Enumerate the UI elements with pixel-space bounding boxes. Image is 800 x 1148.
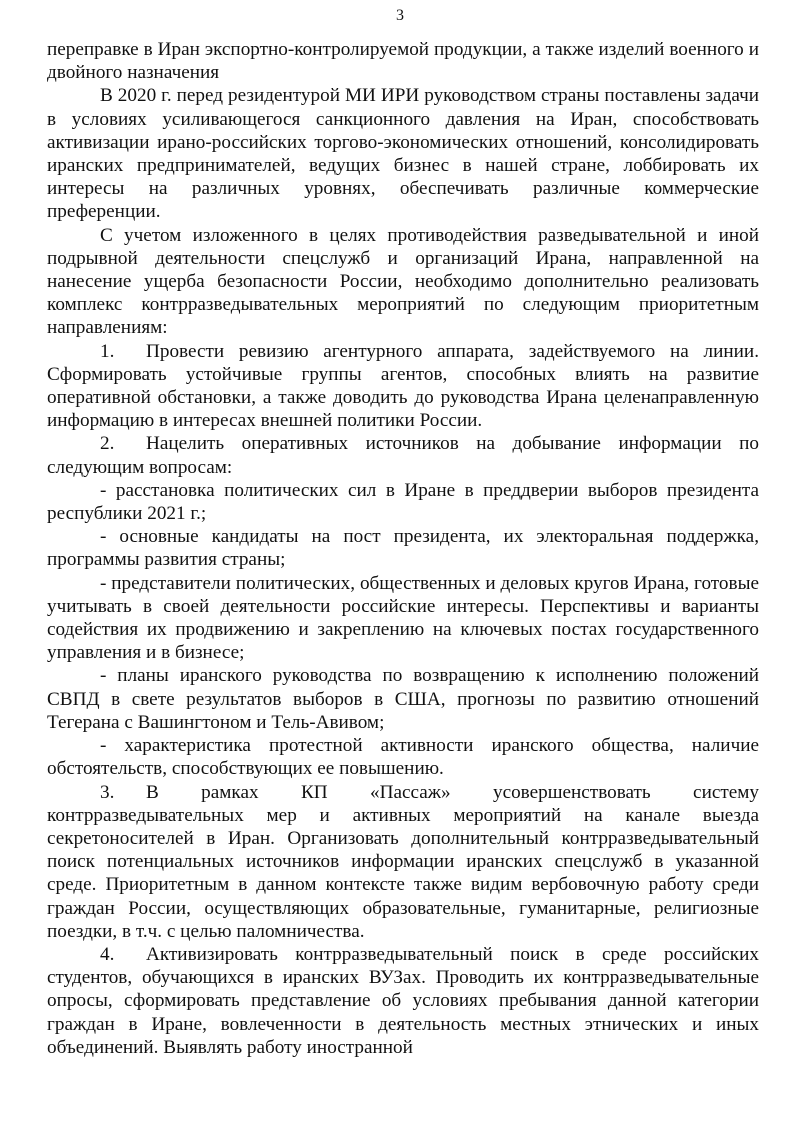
paragraph-tasks-2020: В 2020 г. перед резидентурой МИ ИРИ руководством страны поставлены задачи в условиях усиливающегося санкционного давления на Иран, способствовать активизации ирано-российских торгово-экономических отношений, консолидировать иранских предпринимателей, ведущих бизнес в нашей стране, лоббировать их интересы на различных уровнях, обеспечивать различные коммерческие преференции.	[47, 85, 759, 223]
list-item-text: Нацелить оперативных источников на добывание информации по следующим вопросам:	[47, 433, 759, 478]
bullet-item: - представители политических, общественных и деловых кругов Ирана, готовые учитывать в своей деятельности российские интересы. Перспективы и варианты содействия их продвижению и закреплению на ключевых постах государственного управления и в бизнесе;	[47, 572, 759, 664]
list-item-number: 1.	[100, 340, 115, 362]
bullet-item: - характеристика протестной активности иранского общества, наличие обстоятельств, способствующих ее повышению.	[47, 735, 759, 780]
list-item-1	[47, 340, 759, 433]
list-item-number: 4.	[100, 943, 115, 965]
list-item-text: Провести ревизию агентурного аппарата, задействуемого на линии. Сформировать устойчивые группы агентов, способных влиять на развитие оперативной обстановки, а также доводить до руководства Ирана целенаправленную информацию в интересах внешней политики России.	[47, 340, 759, 432]
list-item-2	[47, 432, 759, 478]
list-item-4	[47, 943, 759, 1059]
list-item-number: 2.	[100, 433, 115, 455]
list-item-text: В рамках КП «Пассаж» усовершенствовать систему контрразведывательных мер и активных мероприятий на канале выезда секретоносителей в Иран. Организовать дополнительный контрразведывательный поиск потенциальных источников информации иранских спецслужб в указанной среде. Приоритетным в данном контексте также видим вербовочную работу среди граждан России, осуществляющих образовательные, гуманитарные, религиозные поездки, в т.ч. с целью паломничества.	[47, 781, 759, 942]
page-number: 3	[396, 7, 404, 24]
list-item-3	[47, 781, 759, 943]
bullet-item: - основные кандидаты на пост президента, их электоральная поддержка, программы развития страны;	[47, 526, 759, 571]
list-item-text: Активизировать контрразведывательный поиск в среде российских студентов, обучающихся в иранских ВУЗах. Проводить их контрразведывательные опросы, сформировать представление об условиях пребывания данной категории граждан в Иране, вовлеченности в деятельность местных этнических и иных объединений. Выявлять работу иностранной	[47, 943, 759, 1058]
bullet-item: - планы иранского руководства по возвращению к исполнению положений СВПД в свете результатов выборов в США, прогнозы по развитию отношений Тегерана с Вашингтоном и Тель-Авивом;	[47, 665, 759, 733]
paragraph-continuation: переправке в Иран экспортно-контролируемой продукции, а также изделий военного и двойного назначения	[47, 39, 759, 84]
list-item-number: 3.	[100, 781, 115, 803]
document-body	[47, 38, 759, 1059]
paragraph-counterintelligence-intro: С учетом изложенного в целях противодействия разведывательной и иной подрывной деятельности спецслужб и организаций Ирана, направленной на нанесение ущерба безопасности России, необходимо дополнительно реализовать комплекс контрразведывательных мероприятий по следующим приоритетным направлениям:	[47, 224, 759, 339]
bullet-item: - расстановка политических сил в Иране в преддверии выборов президента республики 2021 г.;	[47, 479, 759, 525]
